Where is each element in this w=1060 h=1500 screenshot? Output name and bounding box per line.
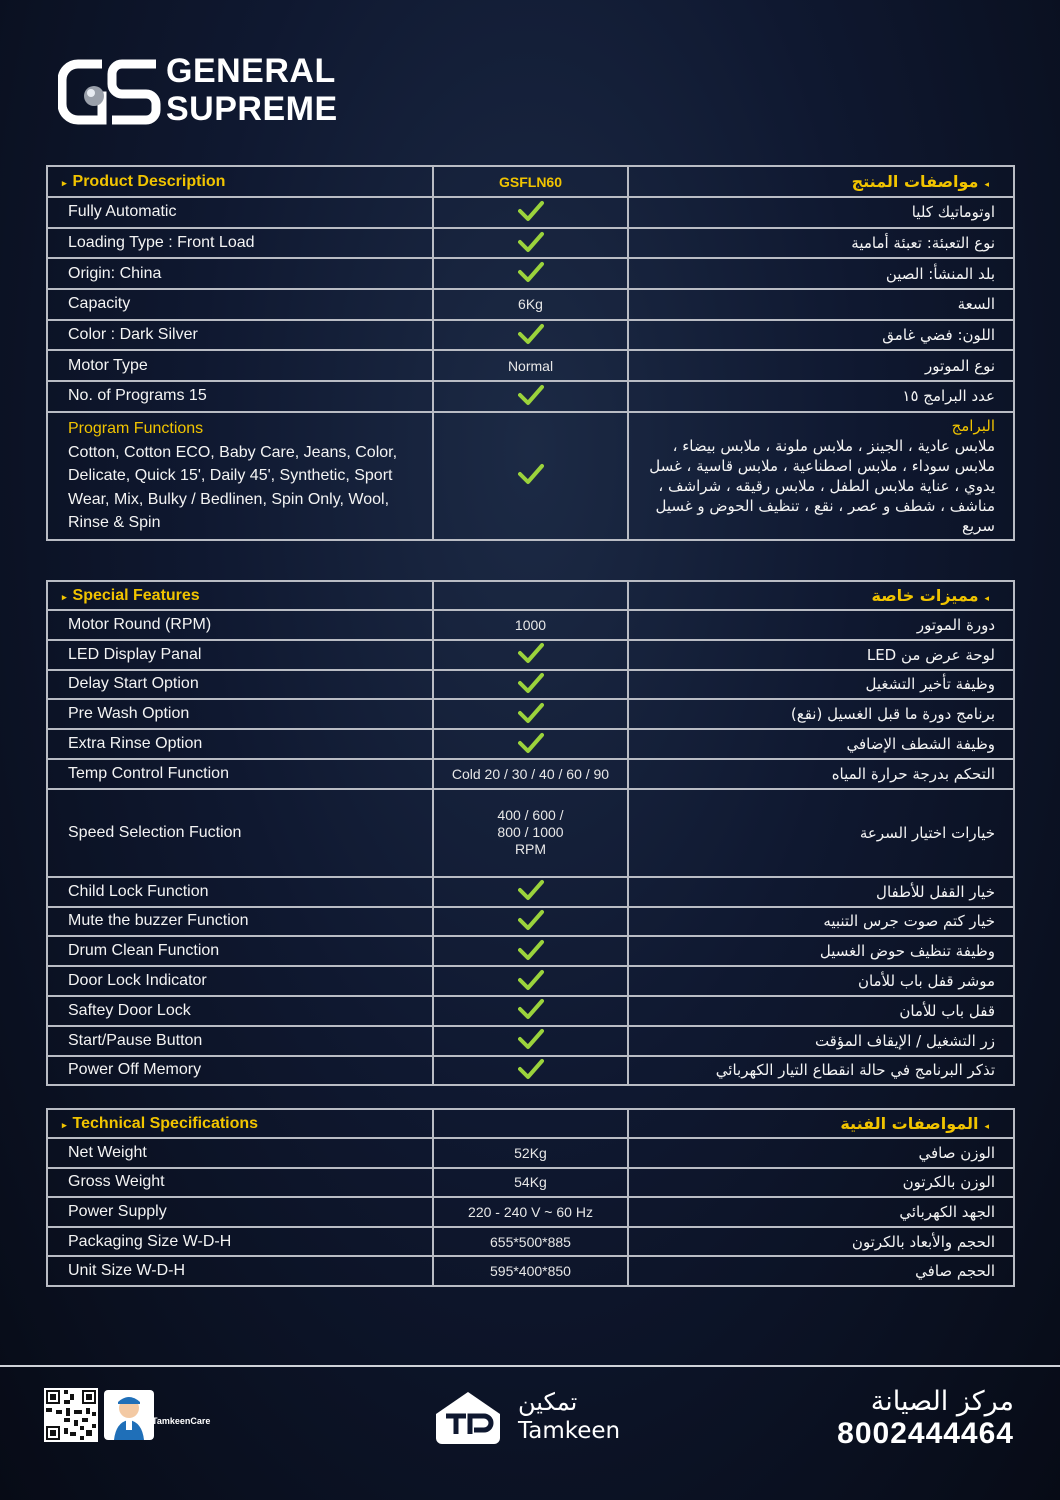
spec-label-en: Loading Type : Front Load xyxy=(47,228,433,259)
spec-check xyxy=(433,877,628,907)
spec-check xyxy=(433,1026,628,1056)
spec-value: Cold 20 / 30 / 40 / 60 / 90 xyxy=(433,759,628,789)
table-row xyxy=(47,610,1014,640)
check-icon xyxy=(518,909,544,931)
spec-label-ar: اوتوماتيك كليا xyxy=(628,197,1014,228)
spec-label-en: Origin: China xyxy=(47,258,433,289)
spec-label-ar: لوحة عرض من LED xyxy=(628,640,1014,670)
table-row xyxy=(47,1026,1014,1056)
tamkeen-care-mascot xyxy=(104,1390,214,1440)
spec-check xyxy=(433,936,628,966)
spec-label-ar: وظيفة الشطف الإضافي xyxy=(628,729,1014,759)
header-en-cell xyxy=(47,1109,433,1138)
spec-check xyxy=(433,381,628,412)
spec-label-ar: وظيفة تنظيف حوض الغسيل xyxy=(628,936,1014,966)
mascot-icon xyxy=(104,1390,154,1440)
table-row xyxy=(47,1168,1014,1198)
spec-label-ar: خيار القفل للأطفال xyxy=(628,877,1014,907)
header-en: Special Features xyxy=(72,586,200,604)
table-row xyxy=(47,1256,1014,1286)
header-mid xyxy=(433,1109,628,1138)
spec-label-ar: الجهد الكهربائي xyxy=(628,1197,1014,1227)
product-description-table xyxy=(46,165,1015,541)
spec-label-en: Speed Selection Fuction xyxy=(47,789,433,877)
table-row xyxy=(47,320,1014,351)
service-center-title: مركز الصيانة xyxy=(870,1386,1014,1417)
program-functions-row xyxy=(47,412,1014,540)
brand-logo xyxy=(58,52,358,132)
table-row xyxy=(47,381,1014,412)
spec-value: 6Kg xyxy=(433,289,628,320)
check-icon xyxy=(518,672,544,694)
header-mid xyxy=(433,581,628,610)
table-row xyxy=(47,197,1014,228)
table-row xyxy=(47,1227,1014,1257)
tamkeen-logo xyxy=(432,1388,632,1448)
spec-label-en: Saftey Door Lock xyxy=(47,996,433,1026)
program-functions-title-ar: البرامج xyxy=(951,416,995,435)
spec-check xyxy=(433,907,628,937)
spec-label-ar: الحجم والأبعاد بالكرتون xyxy=(628,1227,1014,1257)
table-row xyxy=(47,936,1014,966)
table-row xyxy=(47,1138,1014,1168)
spec-label-en: Packaging Size W-D-H xyxy=(47,1227,433,1257)
check-icon xyxy=(518,463,544,485)
table-row xyxy=(47,877,1014,907)
header-ar: مواصفات المنتج xyxy=(851,172,979,191)
spec-label-en: Door Lock Indicator xyxy=(47,966,433,996)
table-row xyxy=(47,1197,1014,1227)
check-icon xyxy=(518,1028,544,1050)
spec-label-en: LED Display Panal xyxy=(47,640,433,670)
spec-label-en: Net Weight xyxy=(47,1138,433,1168)
spec-label-ar: الوزن بالكرتون xyxy=(628,1168,1014,1198)
tamkeen-name-ar: تمكين xyxy=(518,1388,578,1416)
check-icon xyxy=(518,200,544,222)
mascot-label: TamkeenCare xyxy=(152,1416,211,1426)
model-code: GSFLN60 xyxy=(433,166,628,197)
spec-check xyxy=(433,699,628,729)
check-icon xyxy=(518,1058,544,1080)
header-ar: المواصفات الفنية xyxy=(840,1114,979,1133)
spec-value: 54Kg xyxy=(433,1168,628,1198)
table-row xyxy=(47,699,1014,729)
spec-check xyxy=(433,966,628,996)
header-en-cell xyxy=(47,581,433,610)
spec-label-en: Power Supply xyxy=(47,1197,433,1227)
spec-value: 400 / 600 / 800 / 1000 RPM xyxy=(433,789,628,877)
spec-value: 655*500*885 xyxy=(433,1227,628,1257)
table-row xyxy=(47,789,1014,877)
spec-check xyxy=(433,1056,628,1086)
service-phone-number[interactable]: 8002444464 xyxy=(837,1417,1014,1450)
spec-label-ar: وظيفة تأخير التشغيل xyxy=(628,670,1014,700)
spec-label-en: Pre Wash Option xyxy=(47,699,433,729)
brand-line1: GENERAL xyxy=(166,52,336,90)
spec-label-ar: دورة الموتور xyxy=(628,610,1014,640)
program-functions-en xyxy=(47,412,433,540)
table-row xyxy=(47,289,1014,320)
spec-check xyxy=(433,640,628,670)
spec-label-en: Color : Dark Silver xyxy=(47,320,433,351)
program-functions-list: Cotton, Cotton ECO, Baby Care, Jeans, Color, Delicate, Quick 15', Daily 45', Synthetic, Sport Wear, Mix, Bulky / Bedlinen, Spin Only, Wool, Rinse & Spin xyxy=(68,443,398,532)
spec-label-ar: السعة xyxy=(628,289,1014,320)
spec-label-ar: قفل باب للأمان xyxy=(628,996,1014,1026)
program-functions-list-ar: ملابس عادية ، الجينز ، ملابس ملونة ، ملابس بيضاء ، ملابس سوداء ، ملابس اصطناعية ، ملابس قاسية ، غسل يدوي ، عناية ملابس الطفل ، ملابس رقيقه ، شراشف ، مناشف ، شطف و عصر ، نقع ، تنظيف الحوض و غسيل سريع xyxy=(649,436,995,535)
check-icon xyxy=(518,879,544,901)
spec-check xyxy=(433,258,628,289)
spec-label-en: Gross Weight xyxy=(47,1168,433,1198)
spec-value: 220 - 240 V ~ 60 Hz xyxy=(433,1197,628,1227)
table-row xyxy=(47,350,1014,381)
table-header-row xyxy=(47,1109,1014,1138)
spec-value: Normal xyxy=(433,350,628,381)
spec-label-ar: زر التشغيل / الإيقاف المؤقت xyxy=(628,1026,1014,1056)
spec-label-en: Drum Clean Function xyxy=(47,936,433,966)
spec-label-ar: اللون: فضي غامق xyxy=(628,320,1014,351)
header-ar-cell xyxy=(628,1109,1014,1138)
triangle-bullet-icon: ◂ xyxy=(984,1122,989,1132)
program-functions-ar xyxy=(628,412,1014,540)
spec-label-ar: عدد البرامج ١٥ xyxy=(628,381,1014,412)
check-icon xyxy=(518,732,544,754)
triangle-bullet-icon: ▸ xyxy=(62,591,67,602)
spec-label-ar: بلد المنشأ: الصين xyxy=(628,258,1014,289)
table-header-row xyxy=(47,581,1014,610)
spec-label-en: Motor Round (RPM) xyxy=(47,610,433,640)
check-icon xyxy=(518,642,544,664)
spec-label-en: Temp Control Function xyxy=(47,759,433,789)
spec-label-ar: خيار كتم صوت جرس التنبيه xyxy=(628,907,1014,937)
check-icon xyxy=(518,939,544,961)
check-icon xyxy=(518,384,544,406)
spec-label-en: Motor Type xyxy=(47,350,433,381)
spec-label-en: No. of Programs 15 xyxy=(47,381,433,412)
spec-label-en: Mute the buzzer Function xyxy=(47,907,433,937)
triangle-bullet-icon: ▸ xyxy=(62,1119,67,1130)
header-en: Product Description xyxy=(72,172,226,190)
spec-label-en: Extra Rinse Option xyxy=(47,729,433,759)
program-functions-check xyxy=(433,412,628,540)
table-row xyxy=(47,729,1014,759)
spec-check xyxy=(433,197,628,228)
service-center xyxy=(837,1386,1014,1451)
check-icon xyxy=(518,998,544,1020)
header-en-cell xyxy=(47,166,433,197)
spec-value: 595*400*850 xyxy=(433,1256,628,1286)
spec-label-en: Capacity xyxy=(47,289,433,320)
spec-label-en: Delay Start Option xyxy=(47,670,433,700)
check-icon xyxy=(518,261,544,283)
spec-label-ar: خيارات اختيار السرعة xyxy=(628,789,1014,877)
special-features-table xyxy=(46,580,1015,1086)
table-row xyxy=(47,966,1014,996)
table-row xyxy=(47,258,1014,289)
spec-check xyxy=(433,729,628,759)
table-row xyxy=(47,907,1014,937)
table-row xyxy=(47,759,1014,789)
table-row xyxy=(47,996,1014,1026)
spec-label-ar: برنامج دورة ما قبل الغسيل (نقع) xyxy=(628,699,1014,729)
check-icon xyxy=(518,231,544,253)
table-row xyxy=(47,670,1014,700)
general-supreme-logo-icon xyxy=(58,56,162,128)
spec-label-ar: التحكم بدرجة حرارة المياه xyxy=(628,759,1014,789)
table-header-row xyxy=(47,166,1014,197)
header-en: Technical Specifications xyxy=(72,1114,259,1132)
technical-specifications-table xyxy=(46,1108,1015,1287)
program-functions-title: Program Functions xyxy=(68,420,204,438)
spec-check xyxy=(433,996,628,1026)
table-row xyxy=(47,640,1014,670)
brand-line2: SUPREME xyxy=(166,90,338,128)
check-icon xyxy=(518,969,544,991)
tamkeen-name-en: Tamkeen xyxy=(518,1418,621,1444)
table-row xyxy=(47,1056,1014,1086)
spec-label-en: Power Off Memory xyxy=(47,1056,433,1086)
qr-code-icon[interactable] xyxy=(44,1388,98,1442)
spec-label-ar: الوزن صافي xyxy=(628,1138,1014,1168)
spec-check xyxy=(433,320,628,351)
spec-label-ar: نوع الموتور xyxy=(628,350,1014,381)
triangle-bullet-icon: ◂ xyxy=(984,594,989,604)
spec-label-en: Start/Pause Button xyxy=(47,1026,433,1056)
spec-label-en: Fully Automatic xyxy=(47,197,433,228)
header-ar-cell xyxy=(628,581,1014,610)
spec-value: 1000 xyxy=(433,610,628,640)
header-ar: مميزات خاصة xyxy=(871,586,979,605)
spec-label-ar: الحجم صافي xyxy=(628,1256,1014,1286)
check-icon xyxy=(518,702,544,724)
spec-label-ar: تذكر البرنامج في حالة انقطاع التيار الكهربائي xyxy=(628,1056,1014,1086)
triangle-bullet-icon: ◂ xyxy=(984,180,989,190)
triangle-bullet-icon: ▸ xyxy=(62,177,67,188)
spec-check xyxy=(433,228,628,259)
header-ar-cell xyxy=(628,166,1014,197)
spec-check xyxy=(433,670,628,700)
spec-label-ar: نوع التعبئة: تعبئة أمامية xyxy=(628,228,1014,259)
table-row xyxy=(47,228,1014,259)
tamkeen-house-icon xyxy=(432,1388,504,1446)
spec-label-en: Child Lock Function xyxy=(47,877,433,907)
spec-value: 52Kg xyxy=(433,1138,628,1168)
footer-divider xyxy=(0,1365,1060,1367)
check-icon xyxy=(518,323,544,345)
spec-label-en: Unit Size W-D-H xyxy=(47,1256,433,1286)
spec-label-ar: موشر قفل باب للأمان xyxy=(628,966,1014,996)
